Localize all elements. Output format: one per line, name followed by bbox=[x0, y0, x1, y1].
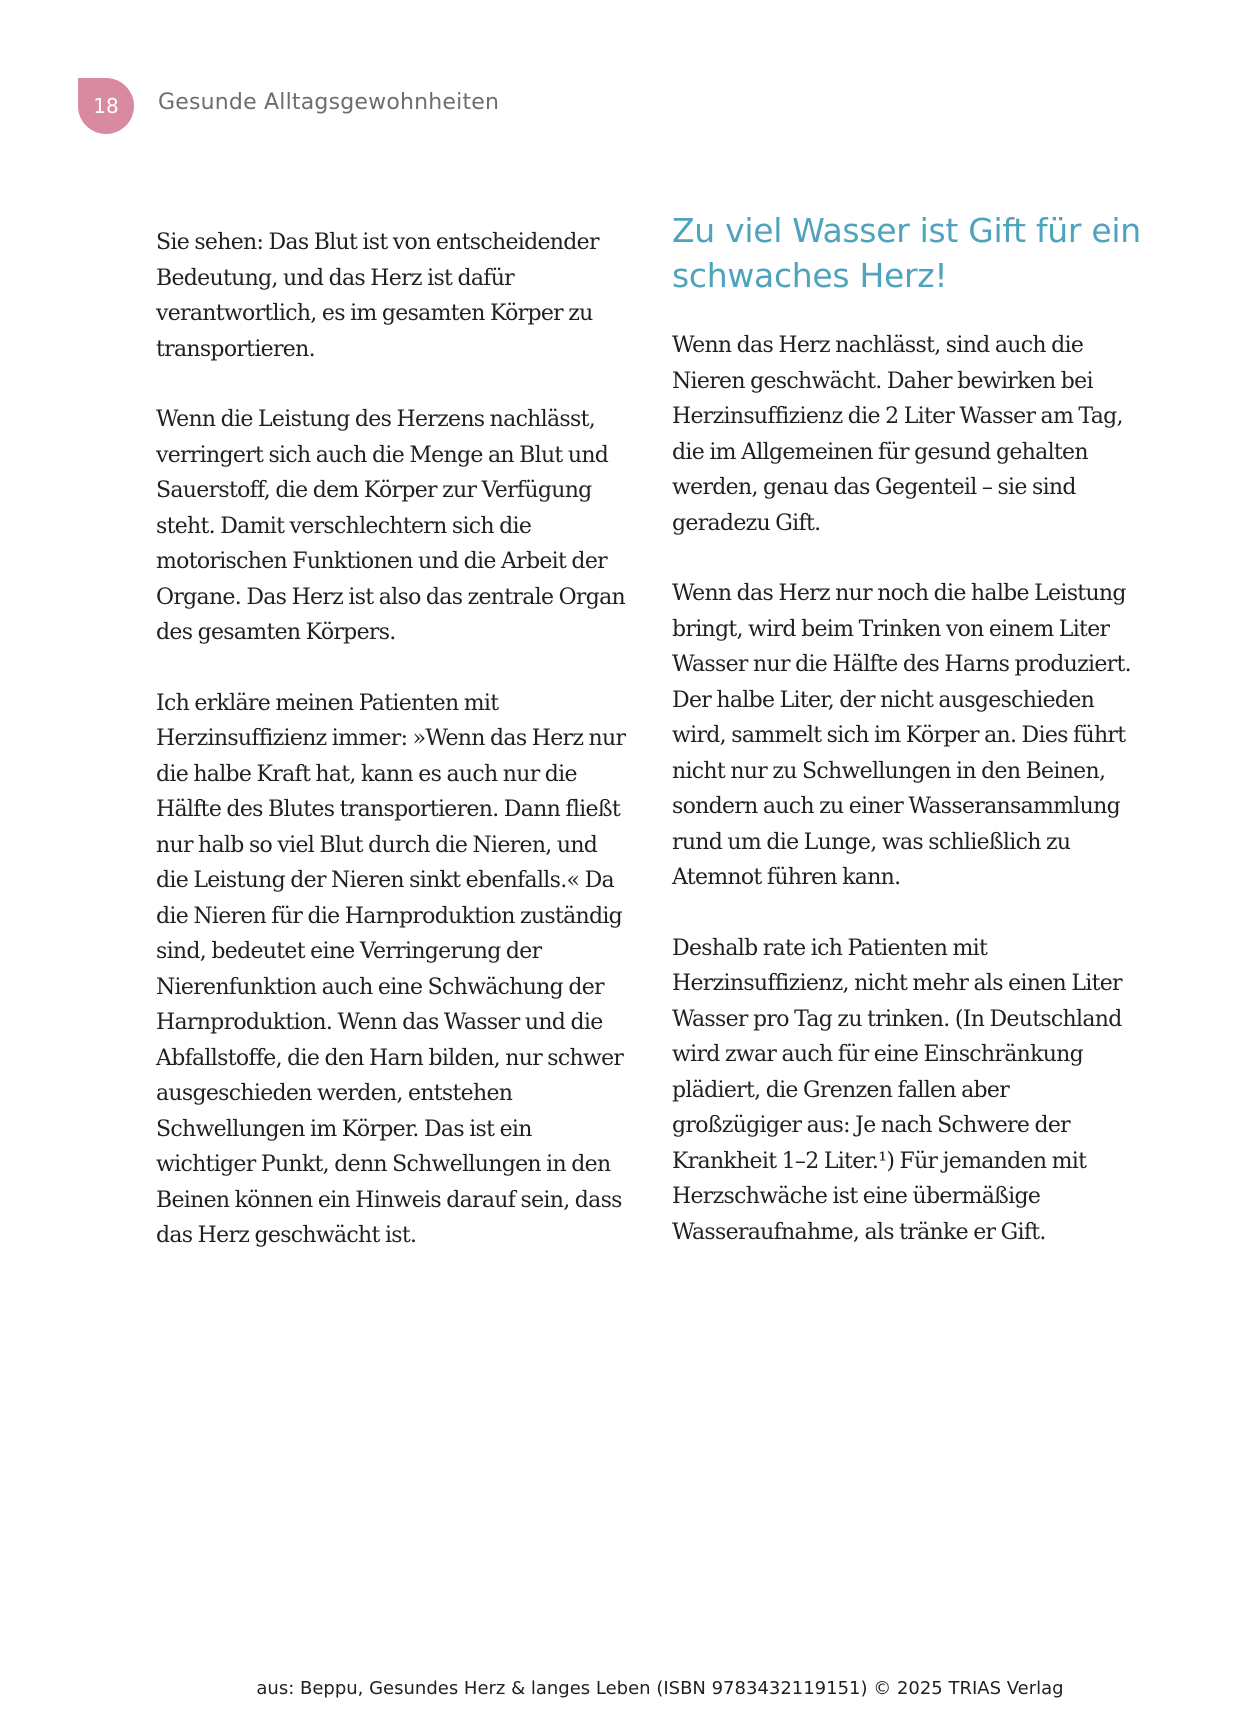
paragraph: Wenn das Herz nachlässt, sind auch die Nieren geschwächt. Daher bewirken bei Herzinsuffizienz die 2 Liter Wasser am Tag, die im Allgemeinen für gesund gehalten werden, genau das Gegenteil – sie sind geradezu Gift. bbox=[672, 333, 1123, 536]
page-number: 18 bbox=[93, 94, 119, 118]
paragraph: Wenn die Leistung des Herzens nachlässt, verringert sich auch die Menge an Blut und Sauerstoff, die dem Körper zur Verfügung steht. Damit verschlechtern sich die motorischen Funktionen und die Arbeit der Organe. Das Herz ist also das zentrale Organ des gesamten Körpers. bbox=[156, 407, 626, 645]
paragraph: Wenn das Herz nur noch die halbe Leistung bringt, wird beim Trinken von einem Liter Wasser nur die Hälfte des Harns produziert. Der halbe Liter, der nicht ausgeschieden wird, sammelt sich im Körper an. Dies führt nicht nur zu Schwellungen in den Beinen, sondern auch zu einer Wasseransammlung rund um die Lunge, was schließlich zu Atemnot führen kann. bbox=[672, 581, 1131, 890]
copyright-footer bbox=[0, 1678, 1260, 1699]
footer-text: aus: Beppu, Gesundes Herz & langes Leben (ISBN 9783432119151) © 2025 TRIAS Verlag bbox=[256, 1678, 1064, 1699]
section-heading: Zu viel Wasser ist Gift für ein schwaches Herz! bbox=[672, 211, 1141, 295]
chapter-title: Gesunde Alltagsgewohnheiten bbox=[158, 90, 500, 115]
paragraph: Sie sehen: Das Blut ist von entscheidender Bedeutung, und das Herz ist dafür verantwortlich, es im gesamten Körper zu transportieren. bbox=[156, 230, 599, 362]
page-number-tab bbox=[78, 78, 134, 134]
right-column bbox=[672, 208, 1142, 1285]
left-column bbox=[156, 225, 626, 1289]
paragraph: Ich erkläre meinen Patienten mit Herzinsuffizienz immer: »Wenn das Herz nur die halbe Kraft hat, kann es auch nur die Hälfte des Blutes transportieren. Dann fließt nur halb so viel Blut durch die Nieren, und die Leistung der Nieren sinkt ebenfalls.« Da die Nieren für die Harnproduktion zuständig sind, bedeutet eine Verringerung der Nierenfunktion auch eine Schwächung der Harnproduktion. Wenn das Wasser und die Abfallstoffe, die den Harn bilden, nur schwer ausgeschieden werden, entstehen Schwellungen im Körper. Das ist ein wichtiger Punkt, denn Schwellungen in den Beinen können ein Hinweis darauf sein, dass das Herz geschwächt ist. bbox=[156, 690, 626, 1248]
paragraph: Deshalb rate ich Patienten mit Herzinsuffizienz, nicht mehr als einen Liter Wasser pro Tag zu trinken. (In Deutschland wird zwar auch für eine Einschränkung plädiert, die Grenzen fallen aber großzügiger aus: Je nach Schwere der Krankheit 1–2 Liter.¹) Für jemanden mit Herzschwäche ist eine übermäßige Wasseraufnahme, als tränke er Gift. bbox=[672, 935, 1122, 1245]
